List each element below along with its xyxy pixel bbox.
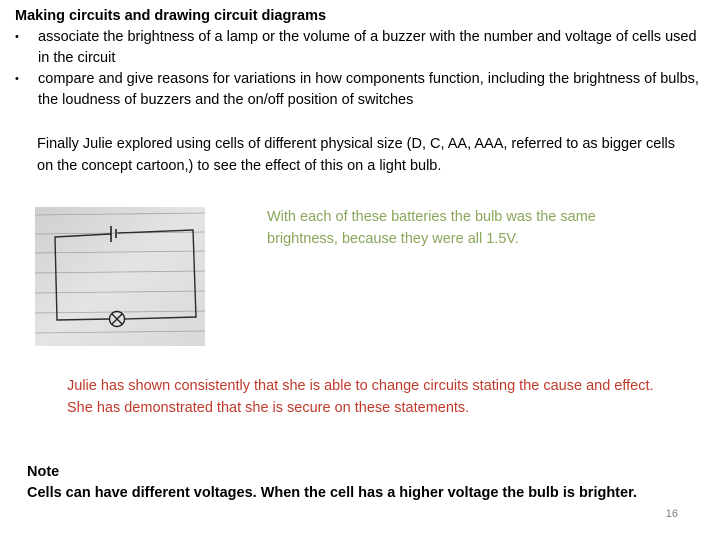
page-number: 16 — [665, 508, 678, 520]
note-heading: Note — [27, 464, 60, 480]
assessment-comment: Julie has shown consistently that she is able to change circuits stating the cause and effect. She has demonstrated that she is secure on these statements. — [67, 378, 654, 416]
objectives-list — [15, 27, 705, 111]
battery-observation: With each of these batteries the bulb was the same brightness, because they were all 1.5V. — [267, 209, 596, 247]
slide-heading: Making circuits and drawing circuit diagrams — [15, 8, 327, 24]
note-text: Cells can have different voltages. When the cell has a higher voltage the bulb is brighter. — [27, 485, 637, 501]
circuit-drawing-photo — [35, 207, 205, 346]
objective-text: compare and give reasons for variations in how components function, including the brightness of bulbs, the loudness of buzzers and the on/off position of switches — [38, 71, 699, 108]
objective-item — [15, 69, 705, 111]
bullet-icon: • — [15, 31, 19, 43]
objective-item — [15, 27, 705, 69]
intro-paragraph: Finally Julie explored using cells of different physical size (D, C, AA, AAA, referred to as bigger cells on the concept cartoon,) to see the effect of this on a light bulb. — [37, 136, 676, 174]
objective-text: associate the brightness of a lamp or the volume of a buzzer with the number and voltage of cells used in the circuit — [38, 29, 697, 66]
bullet-icon: • — [15, 73, 19, 85]
